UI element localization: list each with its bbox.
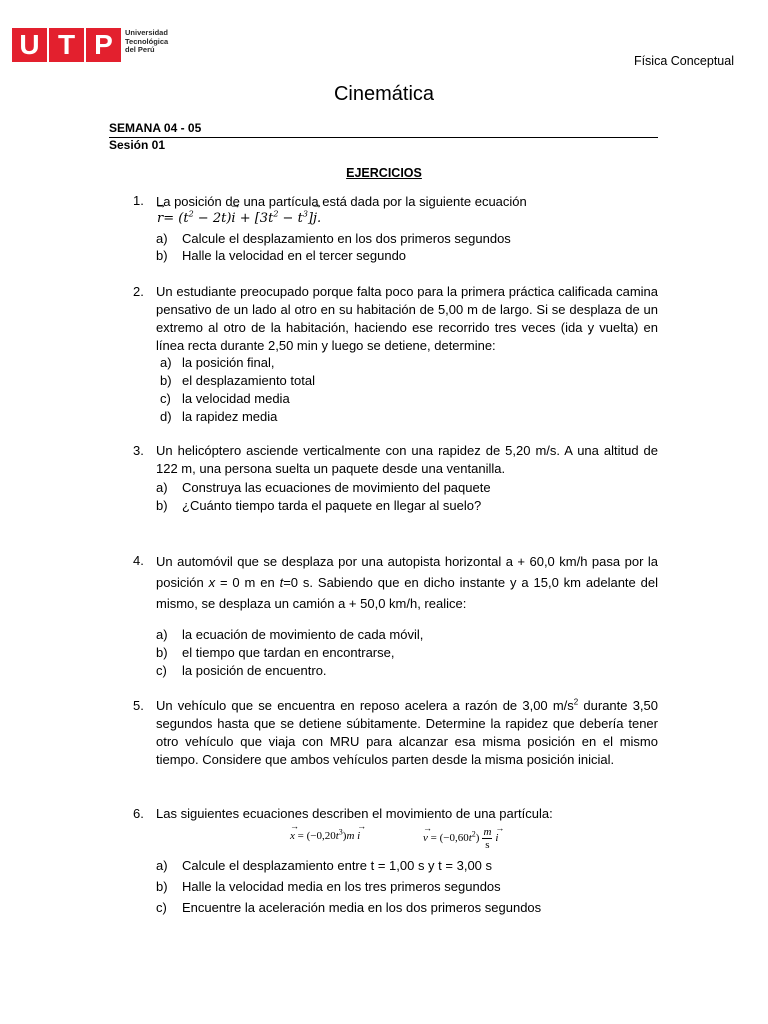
logo-letter-t: T — [49, 28, 84, 62]
exercise-5-text: Un vehículo que se encuentra en reposo acelera a razón de 3,00 $m/s^2$ durante 3,50 segundos hasta que se detiene súbitamente. Determine la rapidez que debería tener otro vehículo que viaja con MRU para alcanzar esa misma posición en el mismo tiempo. Considere que ambos vehículos parten desde la misma posición inicial. — [156, 697, 658, 767]
list-item: c) Encuentre la aceleración media en los dos primeros segundos — [156, 900, 542, 915]
equation-velocity: → $v = (-0,60t^2)$ $\frac{m}{s}$ → i — [423, 826, 498, 851]
exercise-number: 3. — [133, 443, 144, 458]
exercise-2-text: Un estudiante preocupado porque falta poco para la primera práctica calificada camina pensativo de un lado al otro en su habitación de 5,00 m de largo. Si se desplaza de un extremo al otro de la habitación, haciendo ese recorrido tres veces (ida y vuelta) en línea recta durante 2,50 min y luego se detiene, determine: — [156, 284, 658, 353]
list-item: b) Halle la velocidad media en los tres primeros segundos — [156, 879, 501, 894]
list-item: a) Calcule el desplazamiento en los dos primeros segundos — [156, 231, 511, 246]
divider — [109, 137, 658, 138]
session-label: Sesión 01 — [109, 138, 166, 152]
equation-position: → $x = (-0,20t^3)m \to i$ — [290, 830, 360, 842]
week-label: SEMANA 04 - 05 — [109, 121, 202, 135]
exercise-number: 5. — [133, 698, 144, 713]
logo-letter-u: U — [12, 28, 47, 62]
list-item: b) el desplazamiento total — [160, 373, 315, 388]
logo-wordmark: Universidad Tecnológica del Perú — [125, 28, 169, 54]
list-item: a) la ecuación de movimiento de cada móvil, — [156, 627, 424, 642]
exercise-number: 6. — [133, 806, 144, 821]
list-item: a) Calcule el desplazamiento entre t = 1,00 s y t = 3,00 s — [156, 858, 493, 873]
section-heading: EJERCICIOS — [346, 166, 422, 180]
utp-logo — [12, 28, 177, 64]
list-item: b) el tiempo que tardan en encontrarse, — [156, 645, 395, 660]
logo-letter-p: P — [86, 28, 121, 62]
exercise-4-text: Un automóvil que se desplaza por una autopista horizontal a + 60,0 km/h pasa por la posición x = 0 m en t=0 s. Sabiendo que en dicho instante y a 15,0 km adelante del mismo, se desplaza un camión a + 50,0 km/h, realice: — [156, 554, 658, 611]
equation-1: → $r= (t^2 - 2t)\to i + [3t^2 - t^3]\to j$. — [157, 211, 321, 226]
course-name: Física Conceptual — [633, 54, 734, 68]
list-item: a) la posición final, — [160, 355, 275, 370]
list-item: a) Construya las ecuaciones de movimiento del paquete — [156, 480, 491, 495]
exercise-3-text: Un helicóptero asciende verticalmente con una rapidez de 5,20 m/s. A una altitud de 122 m, una persona suelta un paquete desde una ventanilla. — [156, 443, 658, 476]
list-item: c) la velocidad media — [160, 391, 290, 406]
exercise-number: 1. — [133, 193, 144, 208]
exercise-1-text: La posición de una partícula está dada por la siguiente ecuación — [156, 194, 527, 209]
exercise-number: 2. — [133, 284, 144, 299]
list-item: b) ¿Cuánto tiempo tarda el paquete en llegar al suelo? — [156, 498, 482, 513]
list-item: d) la rapidez media — [160, 409, 278, 424]
list-item: b) Halle la velocidad en el tercer segundo — [156, 248, 407, 263]
page-title: Cinemática — [333, 83, 435, 105]
exercise-number: 4. — [133, 553, 144, 568]
list-item: c) la posición de encuentro. — [156, 663, 327, 678]
exercise-6-text: Las siguientes ecuaciones describen el movimiento de una partícula: — [156, 806, 553, 821]
